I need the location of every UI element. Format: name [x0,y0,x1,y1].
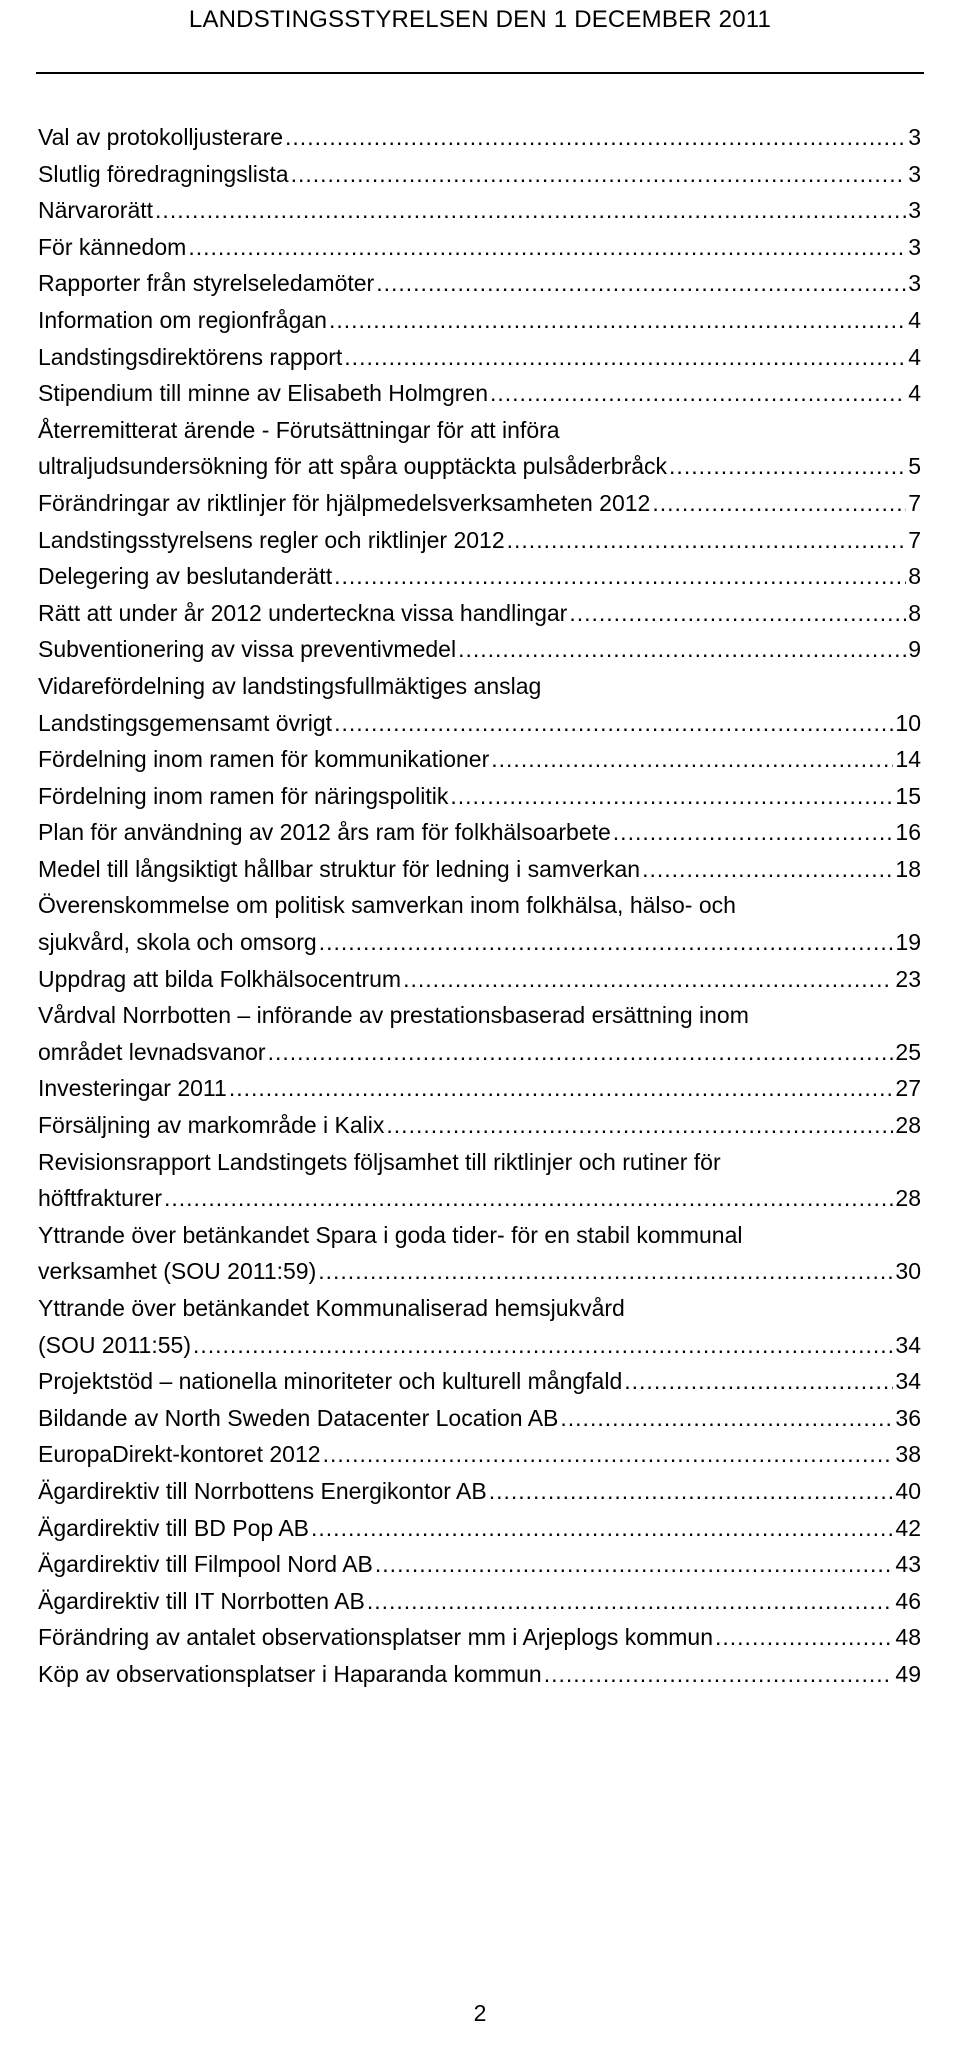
toc-entry-line [38,192,921,229]
toc-entry[interactable] [38,339,921,376]
toc-entry-page: 10 [895,709,921,736]
page-number: 2 [473,2000,487,2026]
toc-entry-title: Närvarorätt [38,197,154,224]
toc-dot-leader [403,961,893,998]
toc-entry-title: Landstingsdirektörens rapport [38,343,343,370]
toc-entry-page: 34 [895,1331,921,1358]
toc-dot-leader [569,595,906,632]
toc-entry-line [38,1619,921,1656]
toc-dot-leader [450,778,893,815]
toc-entry[interactable] [38,1656,921,1693]
toc-entry-title: Ägardirektiv till Filmpool Nord AB [38,1551,373,1578]
toc-entry-page: 23 [895,965,921,992]
toc-entry-page: 5 [908,453,921,480]
toc-entry-title: Förändringar av riktlinjer för hjälpmedelsverksamheten 2012 [38,489,651,516]
toc-entry-line [38,814,921,851]
toc-entry[interactable] [38,851,921,888]
toc-entry-title: Fördelning inom ramen för näringspolitik [38,782,449,809]
toc-entry-page: 3 [908,197,921,224]
toc-entry[interactable] [38,1107,921,1144]
toc-entry-line [38,1180,921,1217]
toc-entry-page: 28 [895,1185,921,1212]
toc-entry[interactable] [38,668,921,741]
toc-entry-title: sjukvård, skola och omsorg [38,929,317,956]
toc-dot-leader [613,814,894,851]
toc-entry-title: Subventionering av vissa preventivmedel [38,636,457,663]
toc-entry-line [38,1400,921,1437]
toc-dot-leader [507,522,907,559]
toc-entry[interactable] [38,192,921,229]
toc-dot-leader [155,192,906,229]
toc-entry[interactable] [38,412,921,485]
toc-entry-title: Projektstöd – nationella minoriteter och kulturell mångfald [38,1368,623,1395]
toc-dot-leader [624,1363,893,1400]
toc-entry-title: Rapporter från styrelseledamöter [38,270,375,297]
toc-entry-title: Uppdrag att bilda Folkhälsocentrum [38,965,402,992]
toc-entry-line [38,229,921,266]
toc-entry-page: 9 [908,636,921,663]
toc-dot-leader [311,1510,893,1547]
toc-dot-leader [669,448,906,485]
toc-dot-leader [334,558,906,595]
toc-entry-page: 27 [895,1075,921,1102]
toc-entry-line [38,961,921,998]
toc-entry[interactable] [38,1436,921,1473]
toc-entry[interactable] [38,558,921,595]
toc-entry[interactable] [38,1400,921,1437]
toc-entry-page: 19 [895,929,921,956]
toc-entry-page: 14 [895,746,921,773]
toc-entry[interactable] [38,302,921,339]
toc-entry-title: Förändring av antalet observationsplatser mm i Arjeplogs kommun [38,1624,713,1651]
toc-entry[interactable] [38,631,921,668]
toc-entry-line [38,595,921,632]
toc-entry-line [38,1510,921,1547]
toc-entry-title: området levnadsvanor [38,1038,266,1065]
toc-dot-leader [193,1327,893,1364]
toc-dot-leader [458,631,906,668]
toc-entry-title: Delegering av beslutanderätt [38,563,333,590]
table-of-contents [38,119,921,1693]
toc-dot-leader [642,851,893,888]
toc-entry-title: Bildande av North Sweden Datacenter Location AB [38,1404,559,1431]
toc-entry[interactable] [38,1217,921,1290]
toc-dot-leader [560,1400,893,1437]
toc-entry[interactable] [38,375,921,412]
toc-entry[interactable] [38,1290,921,1363]
toc-entry[interactable] [38,265,921,302]
toc-entry-line [38,1436,921,1473]
toc-entry-title-line: Yttrande över betänkandet Spara i goda tider- för en stabil kommunal [38,1221,743,1248]
toc-entry-page: 25 [895,1038,921,1065]
toc-entry[interactable] [38,1583,921,1620]
toc-entry-page: 49 [895,1660,921,1687]
toc-entry-line [38,448,921,485]
toc-entry[interactable] [38,485,921,522]
toc-entry-line [38,1583,921,1620]
toc-dot-leader [329,302,906,339]
toc-entry[interactable] [38,741,921,778]
toc-entry[interactable] [38,997,921,1070]
toc-entry-title: Köp av observationsplatser i Haparanda kommun [38,1660,542,1687]
toc-dot-leader [188,229,906,266]
toc-entry-line [38,339,921,376]
toc-entry-title-line: Revisionsrapport Landstingets följsamhet till riktlinjer och rutiner för [38,1148,721,1175]
toc-entry-line [38,1656,921,1693]
toc-entry[interactable] [38,595,921,632]
toc-entry-line [38,924,921,961]
toc-entry-title: (SOU 2011:55) [38,1331,191,1358]
toc-entry-page: 8 [908,599,921,626]
toc-dot-leader [652,485,906,522]
toc-dot-leader [490,375,906,412]
toc-dot-leader [544,1656,894,1693]
toc-dot-leader [334,705,893,742]
toc-entry[interactable] [38,1546,921,1583]
toc-entry-line [38,631,921,668]
toc-entry-title: Plan för användning av 2012 års ram för folkhälsoarbete [38,819,611,846]
toc-entry-title: höftfrakturer [38,1185,162,1212]
toc-entry-title: Investeringar 2011 [38,1075,227,1102]
toc-entry-title: Landstingsstyrelsens regler och riktlinjer 2012 [38,526,505,553]
toc-entry-line [38,1546,921,1583]
toc-dot-leader [229,1070,894,1107]
toc-entry-page: 43 [895,1551,921,1578]
toc-dot-leader [489,1473,894,1510]
toc-entry-title-line: Återremitterat ärende - Förutsättningar för att införa [38,416,560,443]
toc-entry[interactable] [38,814,921,851]
toc-entry-page: 15 [895,782,921,809]
toc-entry-title: Försäljning av markområde i Kalix [38,1112,385,1139]
toc-entry-page: 3 [908,270,921,297]
toc-dot-leader [376,265,906,302]
toc-entry-page: 42 [895,1514,921,1541]
toc-entry-page: 7 [908,489,921,516]
toc-entry-line [38,1473,921,1510]
toc-entry[interactable] [38,1473,921,1510]
toc-dot-leader [375,1546,894,1583]
toc-entry-title: Slutlig föredragningslista [38,160,289,187]
toc-entry-title: Val av protokolljusterare [38,124,284,150]
toc-entry-title-line: Vårdval Norrbotten – införande av prestationsbaserad ersättning inom [38,1002,749,1029]
toc-entry[interactable] [38,522,921,559]
toc-entry-title: EuropaDirekt-kontoret 2012 [38,1441,321,1468]
toc-entry[interactable] [38,156,921,193]
toc-entry[interactable] [38,1619,921,1656]
toc-entry[interactable] [38,119,921,156]
toc-entry-page: 16 [895,819,921,846]
toc-entry-title: För kännedom [38,233,187,260]
toc-entry-line [38,1070,921,1107]
toc-entry-title: Rätt att under år 2012 underteckna vissa handlingar [38,599,568,626]
toc-entry-page: 4 [908,343,921,370]
toc-entry-line [38,485,921,522]
toc-dot-leader [164,1180,893,1217]
toc-entry-page: 3 [908,160,921,187]
toc-entry-line [38,1034,921,1071]
toc-entry-page: 3 [908,124,921,150]
toc-dot-leader [344,339,906,376]
toc-dot-leader [285,119,906,156]
toc-entry-line [38,119,921,156]
toc-entry-line [38,741,921,778]
toc-entry-line [38,265,921,302]
toc-entry-line [38,375,921,412]
toc-entry-title: Ägardirektiv till Norrbottens Energikontor AB [38,1477,487,1504]
toc-dot-leader [268,1034,894,1071]
toc-entry-page: 4 [908,380,921,407]
toc-entry[interactable] [38,1510,921,1547]
toc-entry-line [38,1253,921,1290]
toc-entry[interactable] [38,887,921,960]
toc-entry-line [38,1363,921,1400]
toc-entry-title-line: Vidarefördelning av landstingsfullmäktiges anslag [38,672,542,699]
toc-entry-line [38,705,921,742]
toc-entry-line [38,522,921,559]
toc-entry-line [38,778,921,815]
toc-entry-title-line: Yttrande över betänkandet Kommunaliserad hemsjukvård [38,1295,625,1321]
toc-entry[interactable] [38,961,921,998]
header-divider [36,72,924,74]
toc-entry-line [38,302,921,339]
toc-entry-page: 48 [895,1624,921,1651]
toc-entry-title: Ägardirektiv till BD Pop AB [38,1514,310,1541]
toc-entry-title-line: Överenskommelse om politisk samverkan inom folkhälsa, hälso- och [38,892,736,919]
toc-dot-leader [386,1107,893,1144]
document-header: LANDSTINGSSTYRELSEN DEN 1 DECEMBER 2011 [188,6,772,33]
toc-entry-page: 40 [895,1477,921,1504]
toc-entry[interactable] [38,778,921,815]
toc-entry-line [38,558,921,595]
toc-dot-leader [323,1436,894,1473]
toc-dot-leader [367,1583,894,1620]
toc-entry-title: Landstingsgemensamt övrigt [38,709,333,736]
toc-entry-title: Information om regionfrågan [38,306,327,333]
toc-entry-line [38,156,921,193]
toc-entry-page: 8 [908,563,921,590]
toc-entry-title: Stipendium till minne av Elisabeth Holmgren [38,380,488,407]
toc-dot-leader [491,741,893,778]
toc-entry-page: 4 [908,306,921,333]
toc-entry-line [38,851,921,888]
toc-entry-page: 34 [895,1368,921,1395]
toc-entry-line [38,1327,921,1364]
toc-entry[interactable] [38,229,921,266]
toc-entry-page: 3 [908,233,921,260]
toc-entry-title: Medel till långsiktigt hållbar struktur för ledning i samverkan [38,855,641,882]
toc-entry-page: 36 [895,1404,921,1431]
toc-entry-page: 46 [895,1587,921,1614]
toc-entry-title: ultraljudsundersökning för att spåra oupptäckta pulsåderbråck [38,453,668,480]
toc-entry-title: Fördelning inom ramen för kommunikationer [38,746,490,773]
toc-entry-page: 30 [895,1258,921,1285]
toc-entry-page: 38 [895,1441,921,1468]
toc-entry-line [38,1107,921,1144]
toc-entry[interactable] [38,1363,921,1400]
toc-dot-leader [318,1253,893,1290]
toc-entry-page: 7 [908,526,921,553]
toc-dot-leader [319,924,894,961]
toc-entry[interactable] [38,1144,921,1217]
toc-entry[interactable] [38,1070,921,1107]
toc-entry-page: 18 [895,855,921,882]
toc-dot-leader [291,156,907,193]
toc-dot-leader [715,1619,893,1656]
toc-entry-title: Ägardirektiv till IT Norrbotten AB [38,1587,365,1614]
toc-entry-page: 28 [895,1112,921,1139]
toc-entry-title: verksamhet (SOU 2011:59) [38,1258,317,1285]
